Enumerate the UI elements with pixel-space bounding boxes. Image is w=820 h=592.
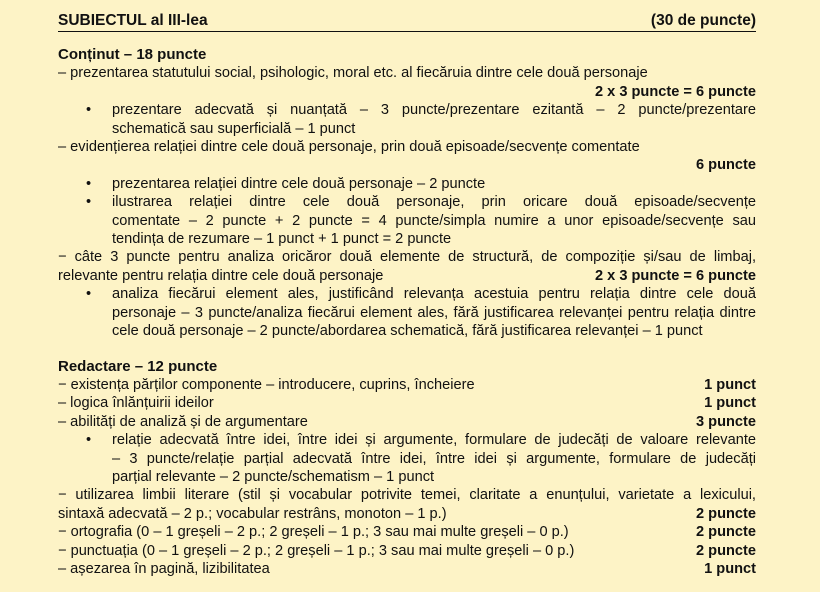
redactare-item-1 [58,376,756,394]
content-item-1-bullet [58,101,756,138]
redactare-item-text: − ortografia (0 – 1 greșeli – 2 p.; 2 greșeli – 1 p.; 3 sau mai multe greșeli – 0 p.) [58,524,569,541]
grading-page [58,0,818,578]
bullet-line: comentate – 2 puncte + 2 puncte = 4 puncte/simpla numire a unor episoade/secvențe sau [112,212,756,229]
bullet-icon: • [86,102,92,119]
bullet-icon: • [86,286,92,303]
redactare-section-title: Redactare – 12 puncte [58,357,218,375]
bullet-icon: • [86,175,92,192]
redactare-item-points: 1 punct [704,395,756,412]
content-item-3-points: 2 x 3 puncte = 6 puncte [595,267,756,284]
redactare-item-text: – așezarea în pagină, lizibilitatea [58,560,270,577]
bullet-line: analiza fiecărui element ales, justificând relevanța acestuia pentru relația dintre cele două [112,286,756,303]
bullet-line: tendința de rezumare – 1 punct + 1 punct = 2 puncte [112,231,452,248]
content-item-2: – evidențierea relației dintre cele două personaje, prin două episoade/secvențe comentate [58,139,640,156]
bullet-line: ilustrarea relației dintre cele două personaje, prin oricare două episoade/secvențe [112,194,756,211]
redactare-item-7 [58,560,756,578]
bullet-icon: • [86,194,92,211]
bullet-line: parțial relevante – 2 puncte/schematism – 1 punct [112,468,435,485]
bullet-line: relație adecvată între idei, între idei și argumente, formulare de judecăți de valoare relevante [112,432,756,449]
content-section-title: Conținut – 18 puncte [58,46,207,63]
bullet-line: – 3 puncte/relație parțial adecvată între idei, între idei și argumente, formulare de judecăți [112,450,756,467]
content-item-3-bullet [58,285,756,340]
bullet-line: prezentarea relației dintre cele două personaje – 2 puncte [112,175,486,192]
redactare-item-4-line-1: − utilizarea limbii literare (stil și vocabular potrivite temei, claritate a enunțului, varietate a lexicului, [58,487,756,504]
redactare-item-points: 1 punct [704,376,756,393]
bullet-line: prezentare adecvată și nuanțată – 3 puncte/prezentare ezitantă – 2 puncte/prezentare [112,102,756,119]
content-item-1: – prezentarea statutului social, psihologic, moral etc. al fiecăruia dintre cele două personaje [58,65,648,82]
redactare-item-6 [58,542,756,560]
redactare-item-text: − punctuația (0 – 1 greșeli – 2 p.; 2 greșeli – 1 p.; 3 sau mai multe greșeli – 0 p.) [58,542,575,559]
subject-title: SUBIECTUL al III-lea [58,12,208,29]
redactare-item-points: 3 puncte [695,413,756,430]
content-item-1-points: 2 x 3 puncte = 6 puncte [595,83,756,100]
content-item-3-line-2 [58,267,756,285]
content-item-2-bullet-2 [58,193,756,248]
redactare-item-3-bullet [58,431,756,486]
subject-points: (30 de puncte) [650,12,756,29]
redactare-item-text: sintaxă adecvată – 2 p.; vocabular restrâns, monoton – 1 p.) [58,505,447,522]
redactare-item-points: 2 puncte [695,524,756,541]
redactare-item-4-line-2 [58,505,756,523]
redactare-item-points: 2 puncte [695,505,756,522]
bullet-line: personaje – 3 puncte/analiza fiecărui element ales, fără justificarea relevanței pentru relația dintre [112,304,756,321]
redactare-item-text: – abilități de analiză și de argumentare [58,413,308,430]
content-item-3-text: relevante pentru relația dintre cele două personaje [58,267,384,284]
bullet-icon: • [86,432,92,449]
bullet-line: cele două personaje – 2 puncte/abordarea schematică, fără justificarea relevanței – 1 punct [112,323,703,340]
content-item-2-bullet-1 [58,175,756,193]
redactare-item-5 [58,523,756,541]
content-item-2-points: 6 puncte [695,157,756,174]
redactare-item-2 [58,394,756,412]
redactare-item-points: 2 puncte [695,542,756,559]
redactare-item-points: 1 punct [704,560,756,577]
redactare-item-3 [58,413,756,431]
redactare-item-text: – logica înlănțuirii ideilor [58,395,214,412]
content-item-3-line-1: − câte 3 puncte pentru analiza oricăror două elemente de structură, de compoziție și/sau de limbaj, [58,249,756,266]
bullet-line: schematică sau superficială – 1 punct [112,120,356,137]
redactare-item-text: − existența părților componente – introducere, cuprins, încheiere [58,376,475,393]
subject-header [58,12,756,32]
